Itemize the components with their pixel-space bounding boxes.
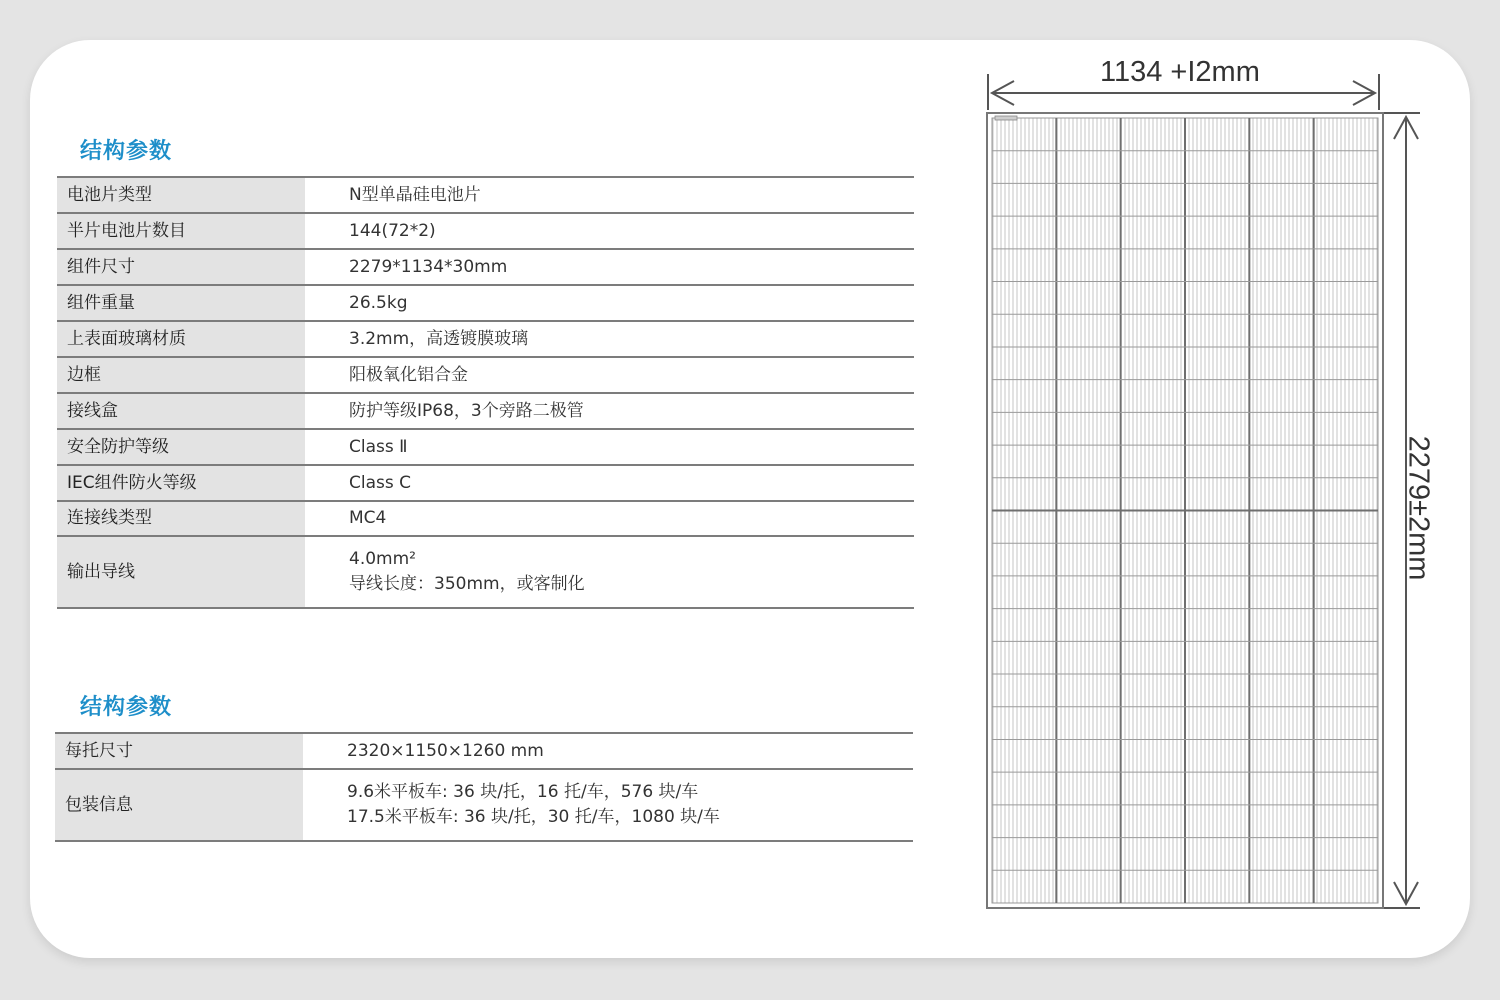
section-title-structure: 结构参数 [80,139,173,164]
spec-value-line: 9.6米平板车: 36 块/托，16 托/车，576 块/车 [347,782,699,802]
spec-label: 接线盒 [57,393,305,429]
spec-label: 输出导线 [57,536,305,608]
spec-value-line: 17.5米平板车: 36 块/托，30 托/车，1080 块/车 [347,807,720,827]
spec-label: 组件尺寸 [57,249,305,285]
spec-value-line: 144(72*2) [349,220,436,241]
junction-mark [995,116,1017,120]
panel-body [987,113,1383,908]
spec-label: 安全防护等级 [57,429,305,465]
spec-value-line: Class C [349,472,411,493]
spec-label: 电池片类型 [57,177,305,213]
spec-label: 连接线类型 [57,501,305,536]
spec-value-line: MC4 [349,508,387,528]
spec-value-line: 2279*1134*30mm [349,256,508,277]
spec-label: 边框 [57,357,305,393]
spec-label: 上表面玻璃材质 [57,321,305,357]
spec-value-line: N型单晶硅电池片 [349,184,481,205]
spec-value-line: Class Ⅱ [349,436,408,457]
spec-label: 半片电池片数目 [57,213,305,249]
height-dimension-label: 2279±2mm [1402,435,1435,581]
width-dimension-label: 1134 +I2mm [1100,56,1260,88]
spec-label: 包装信息 [55,769,303,841]
section-title-packaging: 结构参数 [80,695,173,720]
spec-value-line: 2320×1150×1260 mm [347,740,544,761]
spec-value-line: 26.5kg [349,292,408,313]
spec-label: 每托尺寸 [55,733,303,769]
spec-value-line: 防护等级IP68，3个旁路二极管 [349,400,584,421]
spec-label: IEC组件防火等级 [57,465,305,501]
spec-value-line: 导线长度：350mm，或客制化 [349,574,585,594]
spec-value-line: 4.0mm² [349,549,416,569]
spec-value-line: 3.2mm，高透镀膜玻璃 [349,328,529,349]
spec-value-line: 阳极氧化铝合金 [349,364,468,385]
spec-label: 组件重量 [57,285,305,321]
